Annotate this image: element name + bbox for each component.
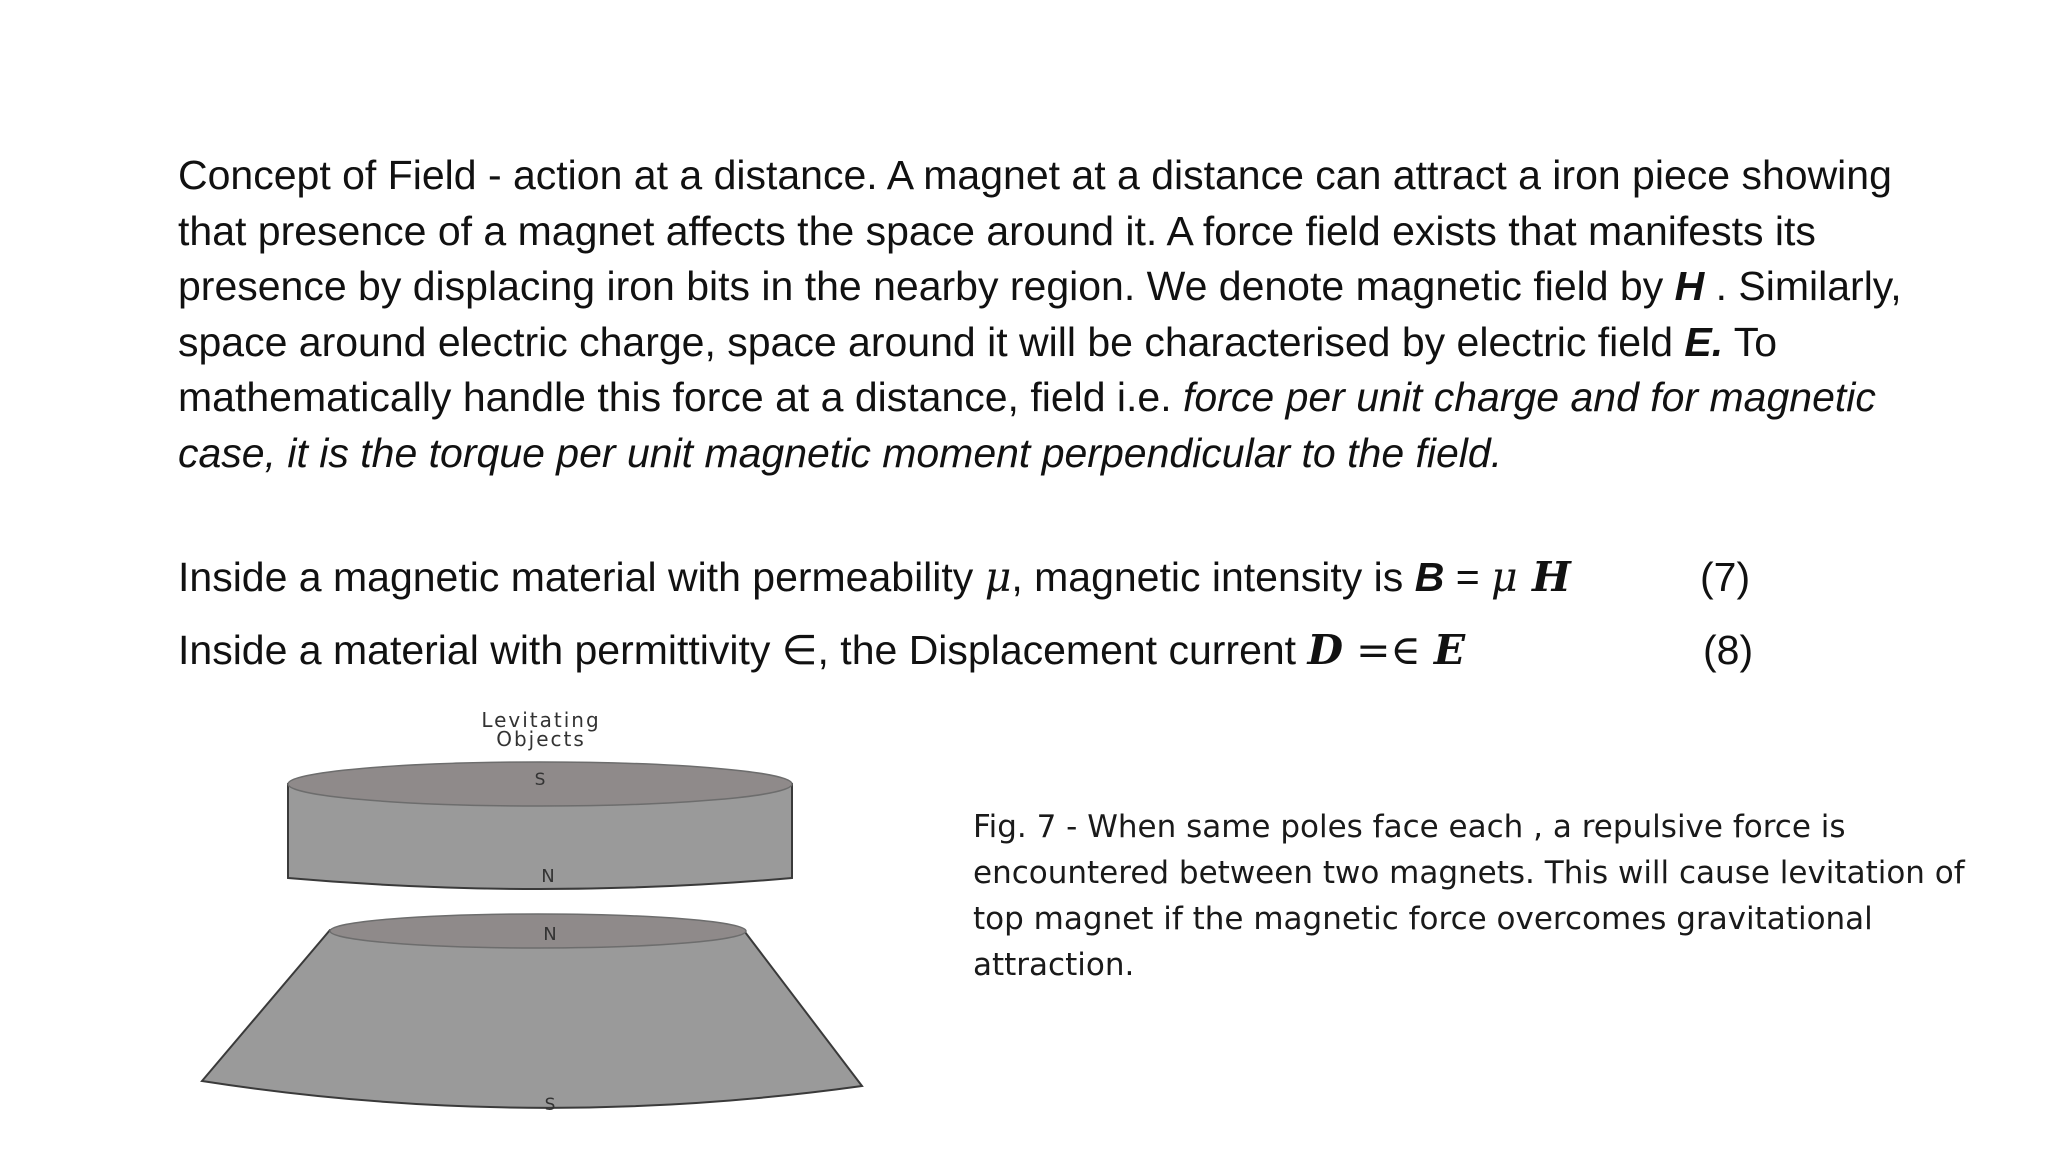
equation-7-equals: = [1444, 554, 1492, 600]
levitating-magnets-figure [190, 700, 890, 1140]
paragraph-italic-tail: force per unit charge and for magnetic case, it is the torque per unit magnetic moment perpendicular to the field. [178, 374, 1876, 476]
figure-caption: Fig. 7 - When same poles face each , a repulsive force is encountered between two magnets. This will cause levitation of top magnet if the magnetic force overcomes gravitational attraction. [973, 809, 1965, 983]
paragraph-text-2: . Similarly, space around electric charge, space around it will be characterised by electric field [178, 263, 1902, 365]
concept-paragraph [178, 148, 1918, 481]
symbol-mu-2: μ [1491, 553, 1518, 601]
figure-title-line-1: Levitating [481, 708, 601, 732]
bottom-magnet-body [202, 930, 862, 1108]
bottom-magnet-top-face [330, 914, 746, 948]
bottom-magnet-bottom-pole: S [544, 1095, 556, 1115]
equation-7-number: (7) [1700, 554, 1751, 600]
figure-title-line-2: Objects [496, 727, 586, 751]
symbol-e-math: E [1433, 626, 1466, 674]
symbol-e: E. [1684, 318, 1724, 365]
top-magnet-bottom-pole: N [541, 866, 555, 887]
symbol-h: H [1674, 263, 1705, 309]
equation-8-number: (8) [1703, 627, 1754, 673]
equation-7-line [178, 552, 1571, 602]
equation-8-text: Inside a material with permittivity ∈, the Displacement current [178, 627, 1308, 673]
equation-7-text: Inside a magnetic material with permeability [178, 554, 985, 600]
equation-7-mid: , magnetic intensity is [1011, 554, 1415, 600]
equation-8-line [178, 625, 1465, 675]
paragraph-text-1: Concept of Field - action at a distance. A magnet at a distance can attract a iron piece showing that presence of a magnet affects the space around it. A force field exists that manifests its presence by displacing iron bits in the nearby region. We denote magnetic field by [178, 152, 1892, 309]
paragraph-text-3: To mathematically handle this force at a distance, field i.e. [178, 318, 1778, 420]
symbol-b: B [1414, 554, 1445, 600]
equation-8-equals: =∈ [1343, 626, 1434, 674]
bottom-magnet-top-pole: N [543, 924, 557, 945]
symbol-h-math: H [1517, 553, 1571, 601]
top-magnet-top-pole: S [534, 770, 546, 790]
symbol-mu: μ [984, 553, 1012, 601]
symbol-d: D [1307, 626, 1344, 674]
